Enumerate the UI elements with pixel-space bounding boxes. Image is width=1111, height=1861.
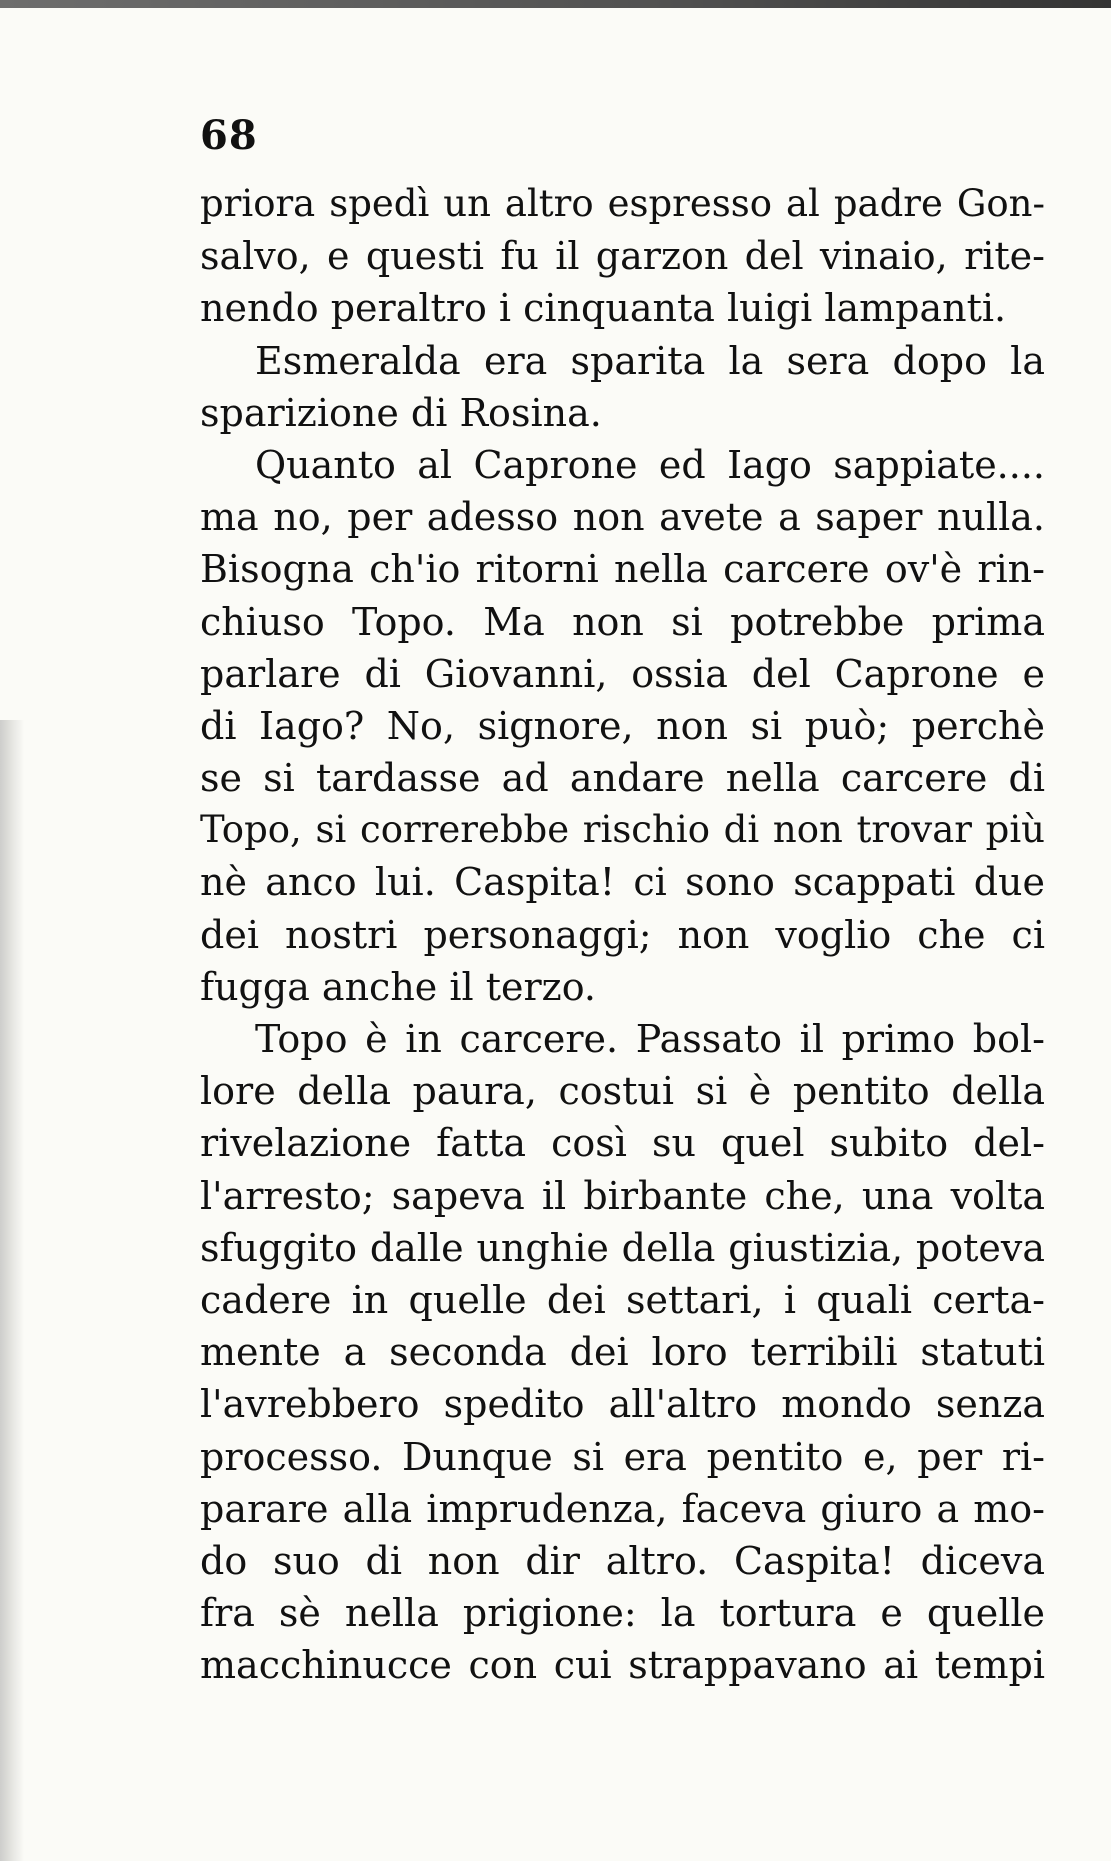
body-text xyxy=(200,178,1045,1691)
text-line: fugga anche il terzo. xyxy=(200,964,596,1009)
text-line: macchinucce con cui strappavano ai tempi xyxy=(200,1643,1045,1688)
text-line: dei nostri personaggi; non voglio che ci xyxy=(200,912,1045,957)
page-left-shadow xyxy=(0,720,24,1861)
page-number: 68 xyxy=(200,112,258,159)
text-line: priora spedì un altro espresso al padre Gon- xyxy=(200,182,1045,225)
text-line: parlare di Giovanni, ossia del Caprone e xyxy=(200,651,1045,696)
text-line: nendo peraltro i cinquanta luigi lampanti. xyxy=(200,286,1007,331)
text-line: di Iago? No, signore, non si può; perchè xyxy=(200,703,1045,748)
text-line: Topo è in carcere. Passato il primo bol- xyxy=(255,1017,1045,1061)
text-line: nè anco lui. Caspita! ci sono scappati due xyxy=(200,860,1045,905)
text-line: sparizione di Rosina. xyxy=(200,390,602,435)
text-line: fra sè nella prigione: la tortura e quelle xyxy=(200,1591,1045,1636)
text-line: Bisogna ch'io ritorni nella carcere ov'è rin- xyxy=(200,547,1045,592)
text-line: l'avrebbero spedito all'altro mondo senza xyxy=(200,1382,1045,1427)
text-line: lore della paura, costui si è pentito della xyxy=(200,1069,1045,1114)
text-line: salvo, e questi fu il garzon del vinaio, rite- xyxy=(200,234,1045,279)
text-line: ma no, per adesso non avete a saper nulla. xyxy=(200,495,1045,540)
text-line: mente a seconda dei loro terribili statuti xyxy=(200,1330,1045,1375)
text-line: rivelazione fatta così su quel subito del- xyxy=(200,1121,1045,1166)
text-line: parare alla imprudenza, faceva giuro a mo- xyxy=(200,1486,1045,1531)
text-line: l'arresto; sapeva il birbante che, una volta xyxy=(200,1173,1045,1218)
text-line: sfuggito dalle unghie della giustizia, poteva xyxy=(200,1225,1045,1270)
text-line: Quanto al Caprone ed Iago sappiate.... xyxy=(255,442,1045,487)
text-line: cadere in quelle dei settari, i quali certa- xyxy=(200,1277,1045,1322)
text-line: Esmeralda era sparita la sera dopo la xyxy=(255,338,1045,383)
text-line: do suo di non dir altro. Caspita! diceva xyxy=(200,1538,1045,1583)
text-line: se si tardasse ad andare nella carcere di xyxy=(200,756,1045,801)
text-line: processo. Dunque si era pentito e, per ri- xyxy=(200,1434,1045,1479)
text-line: Topo, si correrebbe rischio di non trovar più xyxy=(200,808,1045,852)
page-top-edge xyxy=(0,0,1111,8)
text-line: chiuso Topo. Ma non si potrebbe prima xyxy=(200,599,1045,644)
